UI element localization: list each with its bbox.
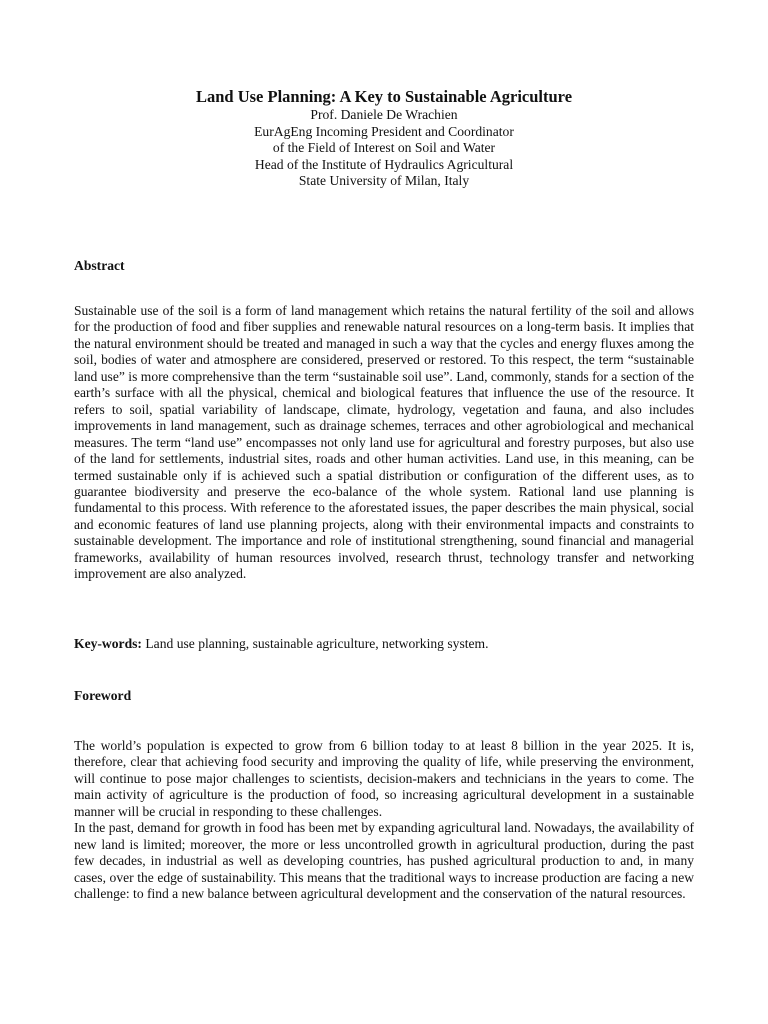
author-name: Prof. Daniele De Wrachien — [310, 107, 458, 122]
author-affiliation-line: Head of the Institute of Hydraulics Agricultural — [254, 156, 514, 172]
abstract-body — [74, 303, 694, 583]
foreword-heading: Foreword — [74, 688, 132, 703]
paper-title: Land Use Planning: A Key to Sustainable Agriculture — [195, 87, 573, 106]
abstract-heading: Abstract — [74, 258, 125, 273]
keywords-text: Land use planning, sustainable agriculture, networking system. — [141, 636, 489, 651]
author-affiliation-line: of the Field of Interest on Soil and Water — [272, 140, 496, 156]
foreword-body — [74, 738, 694, 903]
foreword-paragraph: The world’s population is expected to grow from 6 billion today to at least 8 billion in the year 2025. It is, therefore, clear that achieving food security and improving the quality of life, while preserving the environment, will continue to pose major challenges to scientists, decision-makers and technicians in the years to come. The main activity of agriculture is the production of food, so increasing agricultural development in a sustainable manner will be crucial in responding to these challenges. — [74, 738, 694, 819]
author-affiliation-line: State University of Milan, Italy — [298, 173, 470, 189]
author-affiliation-line: EurAgEng Incoming President and Coordinator — [254, 123, 514, 139]
abstract-paragraph: Sustainable use of the soil is a form of land management which retains the natural fertility of the soil and allows for the production of food and fiber supplies and renewable natural resources on a long-term basis. It implies that the natural environment should be treated and managed in such a way that the cycles and energy fluxes among the soil, bodies of water and atmosphere are considered, preserved or restored. To this respect, the term “sustainable land use” is more comprehensive than the term “sustainable soil use”. Land, commonly, stands for a section of the earth’s surface with all the physical, chemical and biological features that influence the use of the resource. It refers to soil, spatial variability of landscape, climate, hydrology, vegetation and fauna, and also includes improvements in land management, such as drainage schemes, terraces and other agrobiological and mechanical measures. The term “land use” encompasses not only land use for agricultural and forestry purposes, but also use of the land for settlements, industrial sites, roads and other human activities. Land use, in this meaning, can be termed sustainable only if is achieved such a spatial distribution or configuration of the different uses, as to guarantee biodiversity and preserve the eco-balance of the whole system. Rational land use planning is fundamental to this process. With reference to the aforestated issues, the paper describes the main physical, social and economic features of land use planning projects, along with their environmental impacts and constraints to sustainable development. The importance and role of institutional strengthening, sound financial and managerial frameworks, availability of human resources involved, research thrust, technology transfer and networking improvement are also analyzed. — [74, 303, 694, 582]
keywords-line — [74, 636, 694, 652]
keywords-label: Key-words: — [74, 636, 142, 651]
title-block — [0, 87, 768, 190]
foreword-paragraph: In the past, demand for growth in food has been met by expanding agricultural land. Nowadays, the availability of new land is limited; moreover, the more or less uncontrolled growth in agricultural production, during the past few decades, in industrial as well as developing countries, has pushed agricultural production to and, in many cases, over the edge of sustainability. This means that the traditional ways to increase production are facing a new challenge: to find a new balance between agricultural development and the conservation of the natural resources. — [74, 820, 694, 902]
